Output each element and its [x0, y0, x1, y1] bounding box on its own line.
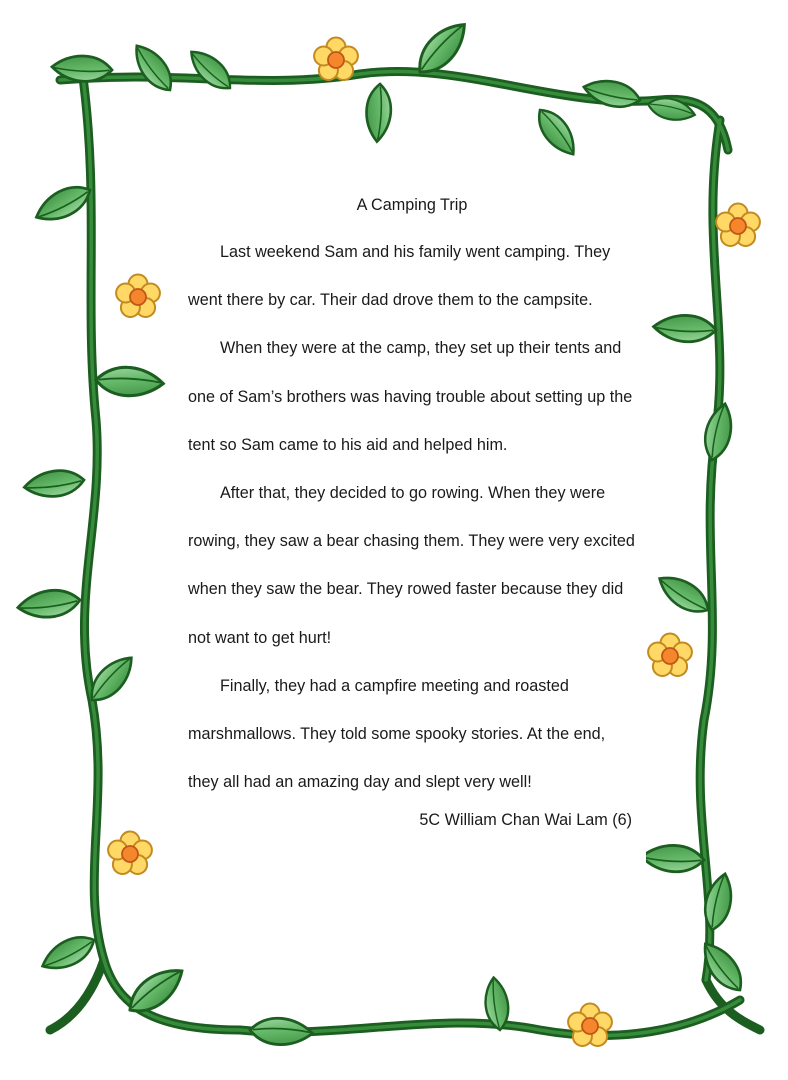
flower-icon	[116, 275, 160, 318]
flower-icon	[108, 832, 152, 875]
flower-icon	[716, 204, 760, 247]
story-paragraph-4: Finally, they had a campfire meeting and roasted marshmallows. They told some spooky stories. At the end, they all had an amazing day and slept very well!	[188, 676, 606, 792]
story-paragraph-1: Last weekend Sam and his family went camping. They went there by car. Their dad drove them to the campsite.	[188, 243, 611, 310]
story-title: A Camping Trip	[356, 196, 468, 214]
story-paragraph-2: When they were at the camp, they set up their tents and one of Sam’s brothers was having trouble about setting up the tent so Sam came to his aid and helped him.	[188, 339, 633, 454]
author-signature: 5C William Chan Wai Lam (6)	[419, 811, 632, 830]
story	[188, 190, 636, 845]
flower-icon	[568, 1004, 612, 1047]
flower-icon	[648, 634, 692, 677]
flower-icon	[314, 38, 358, 81]
story-paragraph-3: After that, they decided to go rowing. When they were rowing, they saw a bear chasing them. They were very excited when they saw the bear. They rowed faster because they did not want to get hurt!	[188, 484, 635, 647]
